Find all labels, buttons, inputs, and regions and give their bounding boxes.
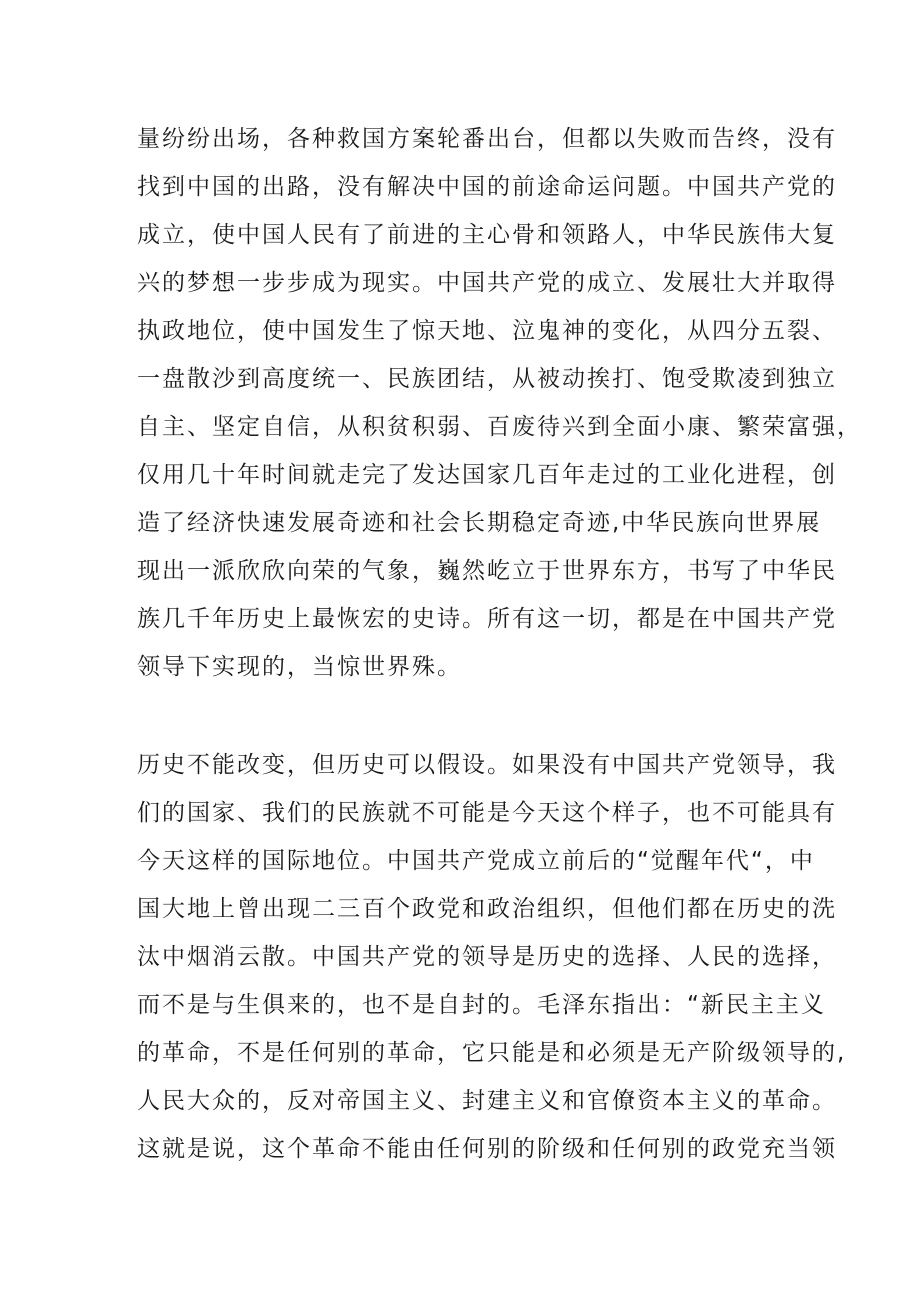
text-line: 成立，使中国人民有了前进的主心骨和领路人，中华民族伟大复: [137, 222, 837, 248]
text-line: 找到中国的出路，没有解决中国的前途命运问题。中国共产党的: [137, 174, 837, 200]
text-line: 造了经济快速发展奇迹和社会长期稳定奇迹,中华民族向世界展: [137, 510, 822, 536]
text-line: 这就是说，这个革命不能由任何别的阶级和任何别的政党充当领: [137, 1136, 837, 1162]
text-line: 汰中烟消云散。中国共产党的领导是历史的选择、人民的选择，: [137, 944, 837, 970]
text-line: 领导下实现的，当惊世界殊。: [137, 654, 462, 680]
text-line: 的革命，不是任何别的革命，它只能是和必须是无产阶级领导的,: [137, 1040, 847, 1066]
text-line: 们的国家、我们的民族就不可能是今天这个样子，也不可能具有: [137, 800, 837, 826]
text-line: 今天这样的国际地位。中国共产党成立前后的“觉醒年代“，中: [137, 848, 815, 874]
text-line: 人民大众的，反对帝国主义、封建主义和官僚资本主义的革命。: [137, 1088, 837, 1114]
text-line: 而不是与生俱来的，也不是自封的。毛泽东指出：“新民主主义: [137, 992, 826, 1018]
text-line: 自主、坚定自信，从积贫积弱、百废待兴到全面小康、繁荣富强，: [137, 414, 862, 440]
text-line: 量纷纷出场，各种救国方案轮番出台，但都以失败而告终，没有: [137, 126, 837, 152]
text-line: 现出一派欣欣向荣的气象，巍然屹立于世界东方，书写了中华民: [137, 558, 837, 584]
text-line: 历史不能改变，但历史可以假设。如果没有中国共产党领导，我: [137, 752, 837, 778]
text-line: 仅用几十年时间就走完了发达国家几百年走过的工业化进程，创: [137, 462, 837, 488]
text-line: 兴的梦想一步步成为现实。中国共产党的成立、发展壮大并取得: [137, 270, 837, 296]
text-line: 族几千年历史上最恢宏的史诗。所有这一切，都是在中国共产党: [137, 606, 837, 632]
text-line: 国大地上曾出现二三百个政党和政治组织，但他们都在历史的洗: [137, 896, 837, 922]
text-line: 一盘散沙到高度统一、民族团结，从被动挨打、饱受欺凌到独立: [137, 366, 837, 392]
text-line: 执政地位，使中国发生了惊天地、泣鬼神的变化，从四分五裂、: [137, 318, 837, 344]
